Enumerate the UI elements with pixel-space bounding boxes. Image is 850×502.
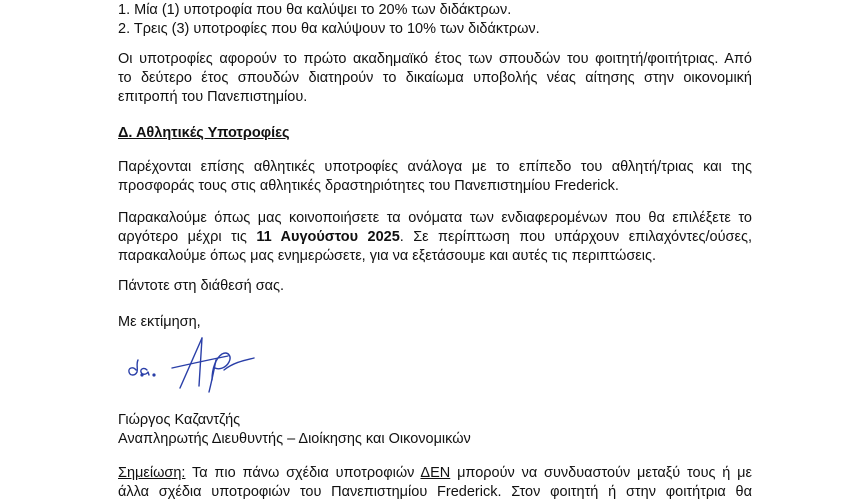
paragraph-line: το δεύτερο έτος σπουδών διατηρούν το δικαίωμα υποβολής νέας αίτησης στην οικονομική — [118, 70, 752, 86]
note-line: άλλα σχέδια υποτροφιών του Πανεπιστημίου Frederick. Στον φοιτητή ή στην φοιτήτρια θα — [118, 484, 752, 500]
handwritten-signature — [120, 330, 290, 400]
paragraph-line: Οι υποτροφίες αφορούν το πρώτο ακαδημαϊκό έτος των σπουδών του φοιτητή/φοιτήτριας. Από — [118, 51, 752, 67]
note-den: ΔΕΝ — [420, 465, 451, 481]
deadline-suffix: . Σε περίπτωση που υπάρχουν επιλαχόντες/ούσες, — [399, 229, 752, 245]
deadline-prefix: αργότερο μέχρι τις — [118, 229, 257, 245]
salutation: Με εκτίμηση, — [118, 314, 201, 330]
note-line: Σημείωση: Τα πιο πάνω σχέδια υποτροφιών ΔΕΝ μπορούν να συνδυαστούν μεταξύ τους ή με — [118, 465, 752, 481]
paragraph-line: παρακαλούμε όπως μας ενημερώσετε, για να εξετάσουμε και αυτές τις περιπτώσεις. — [118, 248, 657, 264]
note-paragraph — [118, 464, 752, 502]
paragraph-athletic — [118, 158, 752, 196]
paragraph-duration — [118, 50, 752, 107]
list-item: 2. Τρεις (3) υποτροφίες που θα καλύψουν το 10% των διδάκτρων. — [118, 21, 540, 37]
deadline-date: 11 Αυγούστου 2025 — [256, 229, 400, 245]
paragraph-line: προσφοράς τους στις αθλητικές δραστηριότητες του Πανεπιστημίου Frederick. — [118, 178, 619, 194]
paragraph-line: Παρέχονται επίσης αθλητικές υποτροφίες ανάλογα με το επίπεδο του αθλητή/τριας και της — [118, 159, 752, 175]
section-heading: Δ. Αθλητικές Υποτροφίες — [118, 125, 290, 141]
signer-name: Γιώργος Καζαντζής — [118, 412, 241, 428]
paragraph-line: επιτροπή του Πανεπιστημίου. — [118, 89, 308, 105]
closing-line: Πάντοτε στη διάθεσή σας. — [118, 278, 285, 294]
note-label: Σημείωση: — [118, 465, 186, 481]
paragraph-line — [118, 228, 752, 247]
paragraph-request — [118, 209, 752, 266]
list-item: 1. Μία (1) υποτροφία που θα καλύψει το 20% των διδάκτρων. — [118, 2, 512, 18]
signer-title: Αναπληρωτής Διευθυντής – Διοίκησης και Οικονομικών — [118, 431, 471, 447]
scholarship-list — [118, 1, 752, 39]
paragraph-line: Παρακαλούμε όπως μας κοινοποιήσετε τα ονόματα των ενδιαφερομένων που θα επιλέξετε το — [118, 210, 752, 226]
